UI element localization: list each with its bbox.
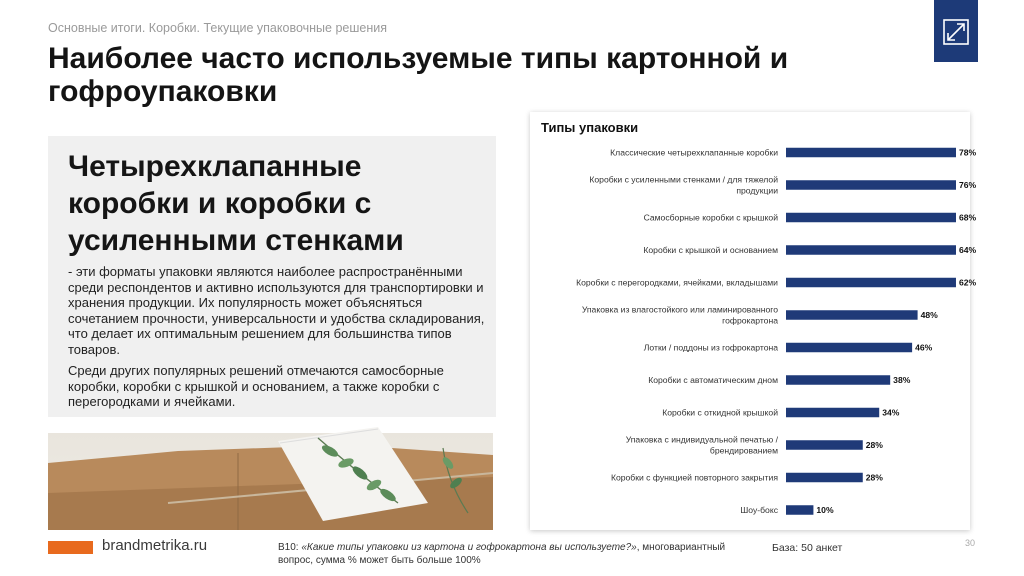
bar [786,440,863,450]
category-label: Классические четырехклапанные коробки [610,147,778,158]
accent-bar [48,541,93,554]
brand-logo [934,0,978,62]
value-label: 48% [920,310,938,320]
category-label: Коробки с автоматическим дном [648,375,778,385]
panel-paragraph: - эти форматы упаковки являются наиболее распространёнными среди респондентов и активно используются для транспортировки и хранения продукции. Их популярность может объясняться сочетанием прочности, универсальности и удобства складирования, что делает их оптимальным решением для большинства типов товаров. [68,264,485,357]
value-label: 28% [865,440,883,450]
bar [786,245,956,255]
category-label: Упаковка с индивидуальной печатью / брендированием [625,434,778,456]
bar [786,343,912,353]
chart-title: Типы упаковки [541,120,639,135]
chart-card [530,112,977,530]
value-label: 76% [959,180,977,190]
panel-heading: Четырехклапанные коробки и коробки с усиленными стенками [68,150,404,257]
bar [786,278,956,288]
photo-illustration [48,433,493,530]
value-label: 34% [882,407,900,418]
bar [786,473,863,483]
value-label: 68% [959,212,977,223]
value-label: 28% [865,472,883,483]
panel-paragraph: Среди других популярных решений отмечаются самосборные коробки, коробки с крышкой и основанием, а также коробки с перегородками и ячейками. [68,363,444,409]
bar [786,310,918,320]
kraft-box-photo [48,433,493,530]
value-label: 46% [915,342,933,353]
site-link[interactable]: brandmetrika.ru [102,537,208,554]
bar [786,180,956,190]
category-label: Лотки / поддоны из гофрокартона [643,342,778,353]
page-title: Наиболее часто используемые типы картонной и гофроупаковки [48,42,789,108]
category-label: Коробки с крышкой и основанием [643,245,778,255]
category-label: Коробки с усиленными стенками / для тяжелой продукции [589,174,778,196]
category-label: Самосборные коробки с крышкой [643,212,778,223]
value-label: 62% [958,277,977,288]
bar [786,408,879,418]
question-text: «Какие типы упаковки из картона и гофрокартона вы используете?» [301,542,637,553]
question-code: В10: [278,542,302,553]
panel-body [68,264,488,416]
category-label: Коробки с откидной крышкой [662,407,778,418]
question-note: , многовариантный вопрос, сумма % может быть больше 100% [278,542,726,566]
bar-chart [530,112,977,530]
category-label: Шоу-бокс [740,505,778,515]
category-label: Коробки с функцией повторного закрытия [610,472,778,483]
category-label: Упаковка из влагостойкого или ламинированного гофрокартона [581,304,778,326]
bar [786,505,813,515]
expand-square-icon [942,18,970,46]
value-label: 10% [816,505,834,515]
breadcrumb: Основные итоги. Коробки. Текущие упаковочные решения [48,21,387,35]
value-label: 38% [893,375,911,385]
page-number: 30 [965,538,976,548]
sample-base: База: 50 анкет [772,542,843,554]
summary-panel [48,136,496,417]
value-label: 64% [959,245,977,255]
bar [786,213,956,223]
value-label: 78% [959,147,977,158]
bar [786,148,956,158]
survey-question [278,542,748,567]
category-label: Коробки с перегородками, ячейками, вкладышами [576,277,778,288]
bar [786,375,890,385]
